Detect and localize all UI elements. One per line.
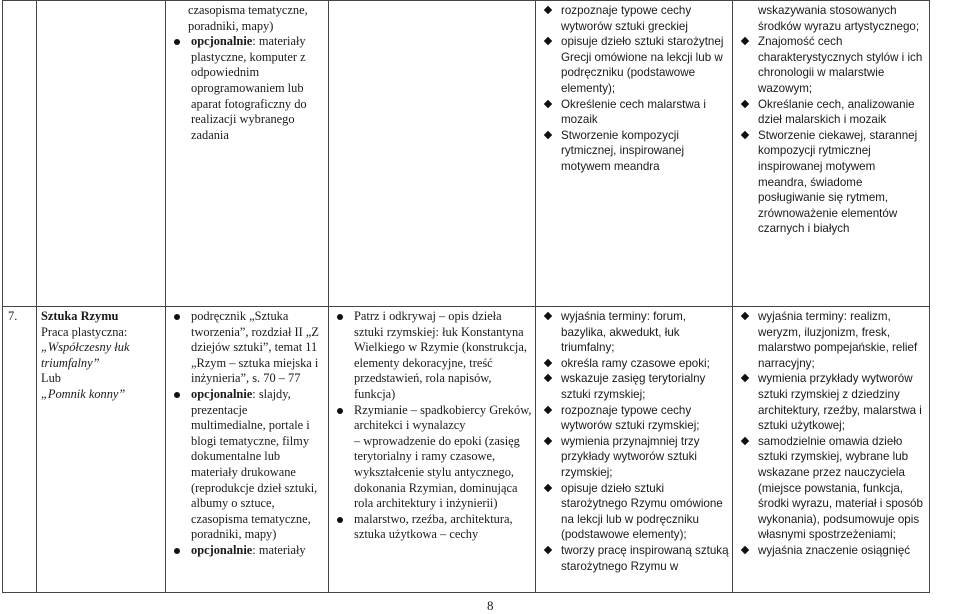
basic-requirements-cell [536,1,733,307]
topic-cell [37,1,166,307]
list-item: Określenie cech malarstwa i mozaik [539,97,729,128]
table-row [3,1,930,307]
table-row [3,307,930,593]
list-item: samodzielnie omawia dzieło sztuki rzymskiej, wybrane lub wskazane przez nauczyciela (miejsce powstania, funkcja, środki wyrazu, materiał i sposób wykonania), podsumowuje opis własnymi spostrzeżeniami; [736,434,926,543]
list-item: malarstwo, rzeźba, architektura, sztuka użytkowa – cechy [332,512,532,543]
materials-continued-text: czasopisma tematyczne, poradniki, mapy) [188,3,308,33]
activities-cell [329,1,536,307]
list-item: rozpoznaje typowe cechy wytworów sztuki rzymskiej; [539,403,729,434]
list-item: Rzymianie – spadkobiercy Greków, architekci i wynalazcy – wprowadzenie do epoki (zasięg terytorialny i ramy czasowe, wykształcenie stylu antycznego, dokonania Rzymian, dominująca rola architektury i inżynierii) [332,403,532,512]
list-item: tworzy pracę inspirowaną sztuką starożytnego Rzymu w [539,543,729,574]
list-item: opcjonalnie: materiały plastyczne, komputer z odpowiednim oprogramowaniem lub aparat fotograficzny do realizacji wybranego zadania [169,34,325,143]
list-item: wskazywania stosowanych środków wyrazu artystycznego; [758,4,920,33]
activities-cell [329,307,536,593]
topic-title: Sztuka Rzymu [41,309,119,323]
list-item: podręcznik „Sztuka tworzenia”, rozdział II „Z dziejów sztuki”, temat 11 „Rzym – sztuka miejska i inżynieria”, s. 70 – 77 [169,309,325,387]
list-item: opcjonalnie: slajdy, prezentacje multimedialne, portale i blogi tematyczne, filmy dokumentalne lub materiały drukowane (reprodukcje dzieł sztuki, albumy o sztuce, czasopisma tematyczne, poradniki, mapy) [169,387,325,543]
list-item: Stworzenie kompozycji rytmicznej, inspirowanej motywem meandra [539,128,729,175]
list-item: wyjaśnia terminy: forum, bazylika, akwedukt, łuk triumfalny; [539,309,729,356]
row-number-cell [3,1,37,307]
list-item: wymienia przykłady wytworów sztuki rzymskiej z dziedziny architektury, rzeźby, malarstwa i sztuki użytkowej; [736,371,926,433]
list-item: określa ramy czasowe epoki; [539,356,729,372]
list-item: wymienia przynajmniej trzy przykłady wytworów sztuki rzymskiej; [539,434,729,481]
topic-cell: Sztuka Rzymu Praca plastyczna: „Współczesny łuk triumfalny” Lub „Pomnik konny” [37,307,166,593]
list-item: wskazuje zasięg terytorialny sztuki rzymskiej; [539,371,729,402]
list-item: Znajomość cech charakterystycznych stylów i ich chronologii w malarstwie wazowym; [736,34,926,96]
extended-requirements-cell [733,307,930,593]
list-item: Określanie cech, analizowanie dzieł malarskich i mozaik [736,97,926,128]
list-item: wyjaśnia znaczenie osiągnięć [736,543,926,559]
list-item: wyjaśnia terminy: realizm, weryzm, iluzjonizm, fresk, malarstwo pompejańskie, relief narracyjny; [736,309,926,371]
list-item: rozpoznaje typowe cechy wytworów sztuki greckiej [539,3,729,34]
materials-cell [166,307,329,593]
materials-cell [166,1,329,307]
list-item: opisuje dzieło sztuki starożytnego Rzymu omówione na lekcji lub w podręczniku (podstawowe elementy); [539,481,729,543]
list-item: Stworzenie ciekawej, starannej kompozycji rytmicznej inspirowanej motywem meandra, świadome posługiwanie się rytmem, zrównoważenie elementów czarnych i białych [736,128,926,237]
list-item: Patrz i odkrywaj – opis dzieła sztuki rzymskiej: łuk Konstantyna Wielkiego w Rzymie (konstrukcja, elementy dekoracyjne, treść przedstawień, rola napisów, funkcja) [332,309,532,403]
list-item: opcjonalnie: materiały [169,543,325,559]
page-number: 8 [487,598,494,613]
curriculum-table [2,0,930,593]
basic-requirements-cell [536,307,733,593]
extended-requirements-cell [733,1,930,307]
list-item: opisuje dzieło sztuki starożytnej Grecji omówione na lekcji lub w podręczniku (podstawowe elementy); [539,34,729,96]
row-number-cell: 7. [3,307,37,593]
